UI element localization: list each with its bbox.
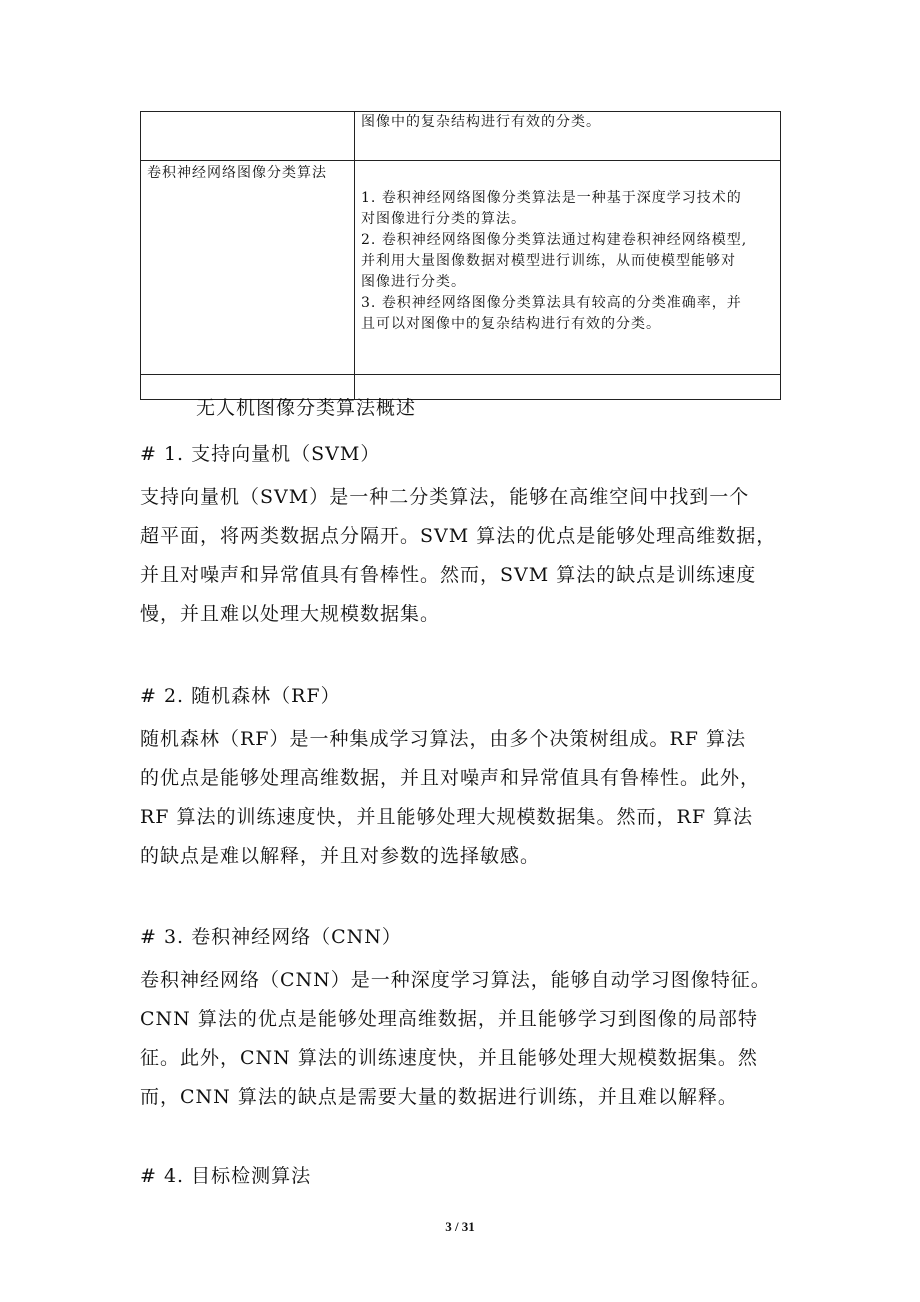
paragraph-line: 超平面，将两类数据点分隔开。SVM 算法的优点是能够处理高维数据，: [140, 525, 777, 547]
paragraph-line: 的优点是能够处理高维数据，并且对噪声和异常值具有鲁棒性。此外，: [140, 767, 761, 789]
paragraph: [140, 478, 790, 634]
page-number: 3 / 31: [445, 1219, 475, 1234]
paragraph-line: 随机森林（RF）是一种集成学习算法，由多个决策树组成。RF 算法: [140, 728, 747, 750]
table-cell-left: 卷积神经网络图像分类算法: [141, 161, 355, 375]
table-row: [141, 112, 781, 161]
paragraph-line: 并且对噪声和异常值具有鲁棒性。然而，SVM 算法的缺点是训练速度: [140, 564, 757, 586]
paragraph-line: RF 算法的训练速度快，并且能够处理大规模数据集。然而，RF 算法: [140, 806, 754, 828]
paragraph-line: 支持向量机（SVM）是一种二分类算法，能够在高维空间中找到一个: [140, 486, 750, 508]
paragraph-line: 而，CNN 算法的缺点是需要大量的数据进行训练，并且难以解释。: [140, 1086, 738, 1108]
comparison-table: [140, 111, 781, 400]
paragraph-line: CNN 算法的优点是能够处理高维数据，并且能够学习到图像的局部特: [140, 1008, 758, 1030]
table-cell-left: [141, 112, 355, 161]
cell-line: 2. 卷积神经网络图像分类算法通过构建卷积神经网络模型,: [361, 232, 748, 248]
cell-line: 图像进行分类。: [361, 274, 466, 290]
cell-line: 图像中的复杂结构进行有效的分类。: [361, 114, 601, 130]
cell-line: 对图像进行分类的算法。: [361, 211, 526, 227]
section-heading: # 4. 目标检测算法: [140, 1165, 312, 1187]
cell-line: 并利用大量图像数据对模型进行训练，从而使模型能够对: [361, 253, 736, 269]
cell-line: 且可以对图像中的复杂结构进行有效的分类。: [361, 316, 661, 332]
section-title: 无人机图像分类算法概述: [196, 397, 417, 419]
table-cell-right: [355, 161, 781, 375]
table-row: [141, 161, 781, 375]
section-heading: # 2. 随机森林（RF）: [140, 685, 341, 707]
paragraph-line: 卷积神经网络（CNN）是一种深度学习算法，能够自动学习图像特征。: [140, 969, 771, 991]
paragraph: [140, 961, 790, 1117]
paragraph-line: 慢，并且难以处理大规模数据集。: [140, 603, 441, 625]
table-cell-right: [355, 112, 781, 161]
paragraph-line: 征。此外，CNN 算法的训练速度快，并且能够处理大规模数据集。然: [140, 1047, 758, 1069]
table-cell-right: [355, 375, 781, 400]
cell-line: 1. 卷积神经网络图像分类算法是一种基于深度学习技术的: [361, 190, 742, 206]
cell-line: 3. 卷积神经网络图像分类算法具有较高的分类准确率，并: [361, 295, 742, 311]
section-heading: # 3. 卷积神经网络（CNN）: [140, 926, 402, 948]
section-heading: # 1. 支持向量机（SVM）: [140, 443, 381, 465]
paragraph-line: 的缺点是难以解释，并且对参数的选择敏感。: [140, 845, 541, 867]
paragraph: [140, 720, 790, 876]
